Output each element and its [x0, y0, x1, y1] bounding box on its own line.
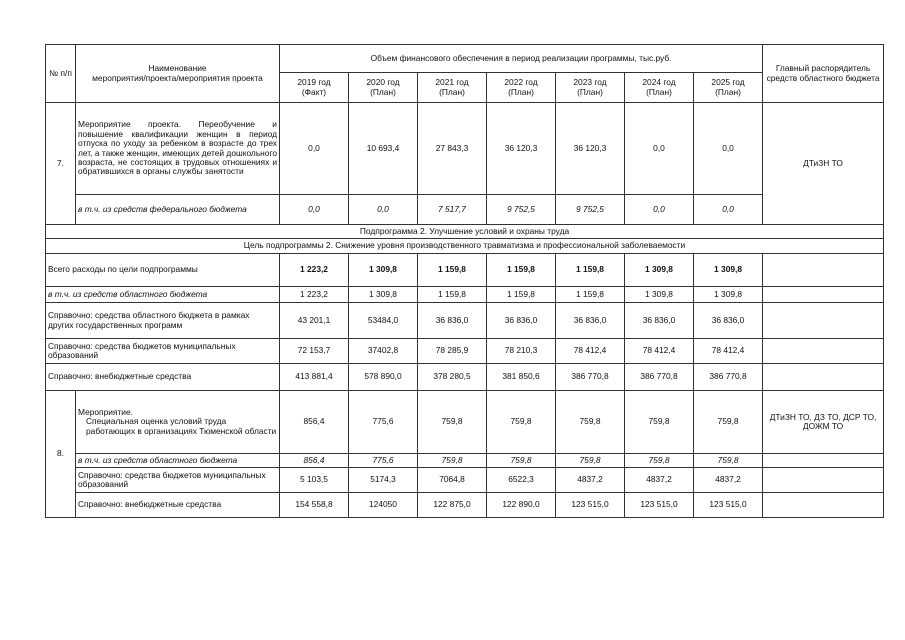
value-cell: 78 412,4 — [556, 339, 625, 364]
item7-row — [46, 103, 884, 195]
value-cell: 36 836,0 — [694, 303, 763, 339]
value-cell: 759,8 — [418, 391, 487, 454]
value-cell: 1 309,8 — [625, 254, 694, 287]
value-cell: 36 836,0 — [418, 303, 487, 339]
year-header: 2025 год (План) — [694, 73, 763, 103]
manager-header: Главный распорядитель средств областного бюджета — [763, 45, 884, 103]
value-cell: 1 309,8 — [349, 254, 418, 287]
value-cell: 1 309,8 — [694, 254, 763, 287]
subprogram-goal: Цель подпрограммы 2. Снижение уровня производственного травматизма и профессиональной заболеваемости — [46, 239, 884, 254]
value-cell: 775,6 — [349, 391, 418, 454]
name-header — [76, 45, 280, 103]
item8-sub-label: в т.ч. из средств областного бюджета — [76, 454, 280, 468]
empty-cell — [763, 287, 884, 303]
value-cell: 78 412,4 — [694, 339, 763, 364]
value-cell: 154 558,8 — [280, 493, 349, 518]
subprogram-title: Подпрограмма 2. Улучшение условий и охраны труда — [46, 225, 884, 239]
summary-label: Всего расходы по цели подпрограммы — [46, 254, 280, 287]
summary-label: Справочно: средства бюджетов муниципальных образований — [46, 339, 280, 364]
value-cell: 856,4 — [280, 454, 349, 468]
value-cell: 0,0 — [349, 195, 418, 225]
item8-regional-row — [46, 454, 884, 468]
item7-num: 7. — [46, 103, 76, 225]
goal-row — [46, 239, 884, 254]
value-cell: 381 850,6 — [487, 364, 556, 391]
value-cell: 759,8 — [694, 454, 763, 468]
value-cell: 856,4 — [280, 391, 349, 454]
value-cell: 4837,2 — [625, 468, 694, 493]
value-cell: 78 285,9 — [418, 339, 487, 364]
year-header: 2019 год (Факт) — [280, 73, 349, 103]
value-cell: 1 159,8 — [556, 254, 625, 287]
value-cell: 78 412,4 — [625, 339, 694, 364]
summary-row-regional — [46, 287, 884, 303]
value-cell: 43 201,1 — [280, 303, 349, 339]
value-cell: 759,8 — [418, 454, 487, 468]
value-cell: 7 517,7 — [418, 195, 487, 225]
value-cell: 6522,3 — [487, 468, 556, 493]
num-header: № п/п — [46, 45, 76, 103]
value-cell: 36 120,3 — [556, 103, 625, 195]
value-cell: 36 120,3 — [487, 103, 556, 195]
item8-row — [46, 391, 884, 454]
value-cell: 0,0 — [625, 103, 694, 195]
value-cell: 759,8 — [625, 454, 694, 468]
value-cell: 386 770,8 — [694, 364, 763, 391]
item8-name-rest: Специальная оценка условий труда работающих в организациях Тюменской области — [86, 416, 277, 436]
value-cell: 1 159,8 — [418, 254, 487, 287]
value-cell: 10 693,4 — [349, 103, 418, 195]
value-cell: 0,0 — [280, 195, 349, 225]
year-header: 2023 год (План) — [556, 73, 625, 103]
value-cell: 27 843,3 — [418, 103, 487, 195]
value-cell: 378 280,5 — [418, 364, 487, 391]
summary-row-other-programs — [46, 303, 884, 339]
subprogram-row — [46, 225, 884, 239]
item8-name-line1: Мероприятие. — [78, 406, 133, 417]
name-header-line1: Наименование — [148, 63, 207, 74]
value-cell: 1 309,8 — [625, 287, 694, 303]
value-cell: 4837,2 — [694, 468, 763, 493]
value-cell: 4837,2 — [556, 468, 625, 493]
funding-header: Объем финансового обеспечения в период реализации программы, тыс.руб. — [280, 45, 763, 73]
item8-name — [76, 391, 280, 454]
value-cell: 37402,8 — [349, 339, 418, 364]
value-cell: 759,8 — [487, 391, 556, 454]
name-header-line2: мероприятия/проекта/мероприятия проекта — [92, 72, 263, 83]
value-cell: 386 770,8 — [625, 364, 694, 391]
value-cell: 122 890,0 — [487, 493, 556, 518]
year-header: 2021 год (План) — [418, 73, 487, 103]
item8-municipal-row — [46, 468, 884, 493]
year-header: 2022 год (План) — [487, 73, 556, 103]
value-cell: 386 770,8 — [556, 364, 625, 391]
value-cell: 36 836,0 — [487, 303, 556, 339]
value-cell: 9 752,5 — [487, 195, 556, 225]
value-cell: 36 836,0 — [625, 303, 694, 339]
value-cell: 759,8 — [556, 454, 625, 468]
value-cell: 72 153,7 — [280, 339, 349, 364]
item8-extrabudget-row — [46, 493, 884, 518]
year-header: 2020 год (План) — [349, 73, 418, 103]
value-cell: 78 210,3 — [487, 339, 556, 364]
empty-cell — [763, 254, 884, 287]
value-cell: 1 159,8 — [487, 287, 556, 303]
item8-sub-label: Справочно: внебюджетные средства — [76, 493, 280, 518]
header-row-1 — [46, 45, 884, 73]
summary-label: Справочно: внебюджетные средства — [46, 364, 280, 391]
value-cell: 759,8 — [694, 391, 763, 454]
value-cell: 123 515,0 — [694, 493, 763, 518]
empty-cell — [763, 303, 884, 339]
value-cell: 36 836,0 — [556, 303, 625, 339]
value-cell: 1 309,8 — [694, 287, 763, 303]
value-cell: 123 515,0 — [625, 493, 694, 518]
summary-row-total — [46, 254, 884, 287]
value-cell: 759,8 — [625, 391, 694, 454]
empty-cell — [763, 364, 884, 391]
empty-cell — [763, 454, 884, 468]
item7-manager: ДТиЗН ТО — [763, 103, 884, 225]
value-cell: 124050 — [349, 493, 418, 518]
value-cell: 578 890,0 — [349, 364, 418, 391]
summary-label: в т.ч. из средств областного бюджета — [46, 287, 280, 303]
value-cell: 1 223,2 — [280, 287, 349, 303]
value-cell: 0,0 — [694, 103, 763, 195]
value-cell: 53484,0 — [349, 303, 418, 339]
year-header: 2024 год (План) — [625, 73, 694, 103]
funding-table — [45, 44, 884, 518]
value-cell: 1 309,8 — [349, 287, 418, 303]
value-cell: 122 875,0 — [418, 493, 487, 518]
value-cell: 759,8 — [487, 454, 556, 468]
summary-label: Справочно: средства областного бюджета в рамках других государственных программ — [46, 303, 280, 339]
empty-cell — [763, 468, 884, 493]
item8-manager: ДТиЗН ТО, ДЗ ТО, ДСР ТО, ДОЖМ ТО — [763, 391, 884, 454]
value-cell: 9 752,5 — [556, 195, 625, 225]
empty-cell — [763, 339, 884, 364]
summary-row-extrabudget — [46, 364, 884, 391]
value-cell: 759,8 — [556, 391, 625, 454]
item8-sub-label: Справочно: средства бюджетов муниципальных образований — [76, 468, 280, 493]
value-cell: 413 881,4 — [280, 364, 349, 391]
value-cell: 0,0 — [694, 195, 763, 225]
item7-fed-row — [46, 195, 884, 225]
value-cell: 1 159,8 — [487, 254, 556, 287]
summary-row-municipal — [46, 339, 884, 364]
item7-fed-label: в т.ч. из средств федерального бюджета — [76, 195, 280, 225]
value-cell: 5174,3 — [349, 468, 418, 493]
empty-cell — [763, 493, 884, 518]
value-cell: 1 159,8 — [418, 287, 487, 303]
item8-num: 8. — [46, 391, 76, 518]
item7-name: Мероприятие проекта. Переобучение и повышение квалификации женщин в период отпуска по уходу за ребенком в возрасте до трех лет, а также женщин, имеющих детей дошкольного возраста, не состоящих в трудовых отношениях и обратившихся в органы службы занятости — [76, 103, 280, 195]
value-cell: 123 515,0 — [556, 493, 625, 518]
value-cell: 5 103,5 — [280, 468, 349, 493]
value-cell: 1 159,8 — [556, 287, 625, 303]
value-cell: 775,6 — [349, 454, 418, 468]
value-cell: 0,0 — [625, 195, 694, 225]
value-cell: 0,0 — [280, 103, 349, 195]
value-cell: 7064,8 — [418, 468, 487, 493]
value-cell: 1 223,2 — [280, 254, 349, 287]
